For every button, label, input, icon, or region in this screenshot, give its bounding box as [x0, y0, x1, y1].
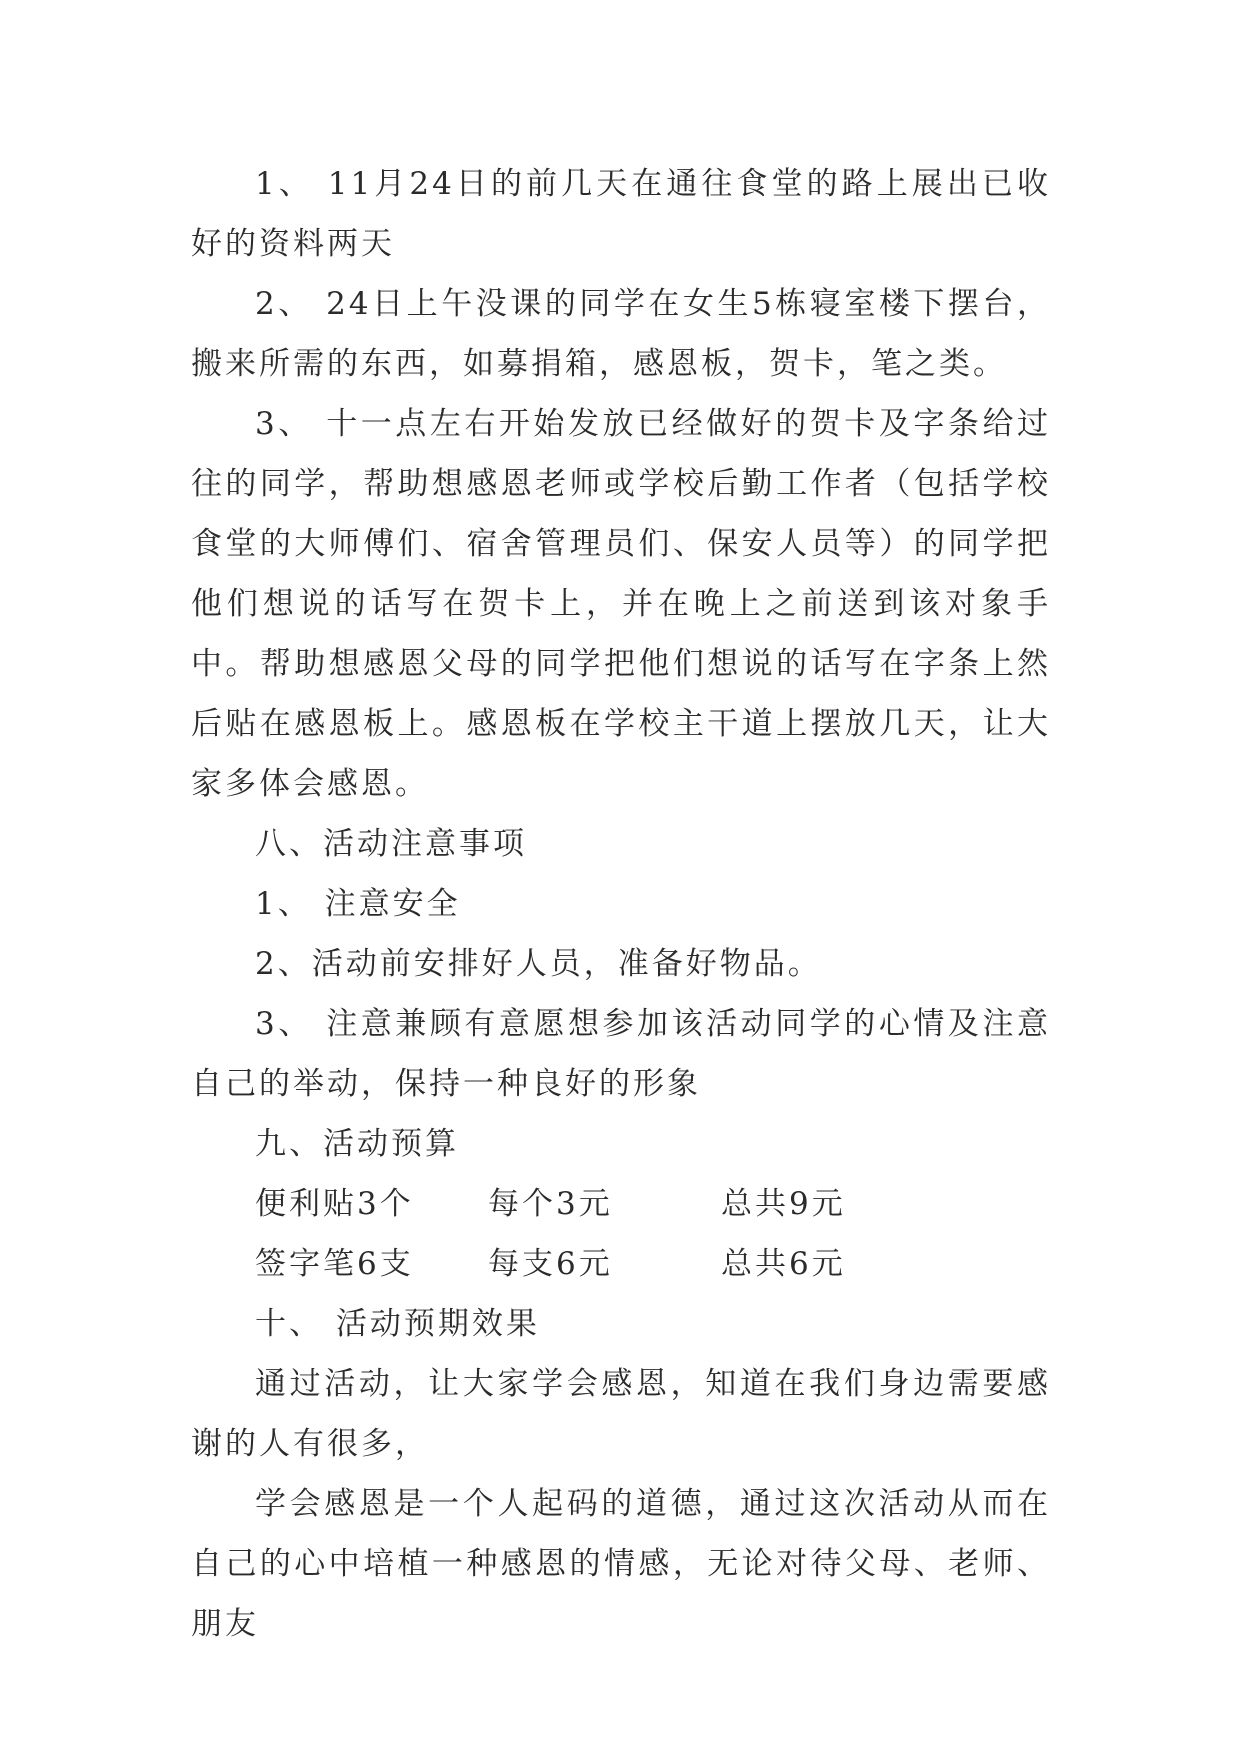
- paragraph-effect-1: 通过活动，让大家学会感恩，知道在我们身边需要感谢的人有很多，: [191, 1366, 1051, 1462]
- budget-item: 签字笔6支: [255, 1246, 414, 1282]
- section-heading-budget: 九、活动预算: [255, 1126, 459, 1162]
- section-heading-expected-effect: 十、 活动预期效果: [255, 1306, 540, 1342]
- budget-row: [191, 1234, 1051, 1294]
- budget-total: 总共9元: [721, 1186, 846, 1222]
- note-item-1: 1、 注意安全: [255, 886, 461, 922]
- budget-unit-price: 每支6元: [488, 1246, 613, 1282]
- paragraph-effect-2: 学会感恩是一个人起码的道德，通过这次活动从而在自己的心中培植一种感恩的情感，无论对待父母、老师、朋友: [191, 1486, 1051, 1642]
- section-heading-notes: 八、活动注意事项: [255, 826, 527, 862]
- budget-unit-price: 每个3元: [488, 1186, 613, 1222]
- paragraph-step-1: 1、 11月24日的前几天在通往食堂的路上展出已收好的资料两天: [191, 166, 1051, 262]
- budget-row: [191, 1174, 1051, 1234]
- document-body: [191, 154, 1051, 1654]
- paragraph-step-3: 3、 十一点左右开始发放已经做好的贺卡及字条给过往的同学，帮助想感恩老师或学校后勤工作者（包括学校食堂的大师傅们、宿舍管理员们、保安人员等）的同学把他们想说的话写在贺卡上，并在晚上之前送到该对象手中。帮助想感恩父母的同学把他们想说的话写在字条上然后贴在感恩板上。感恩板在学校主干道上摆放几天，让大家多体会感恩。: [191, 406, 1051, 802]
- budget-item: 便利贴3个: [255, 1186, 414, 1222]
- note-item-3: 3、 注意兼顾有意愿想参加该活动同学的心情及注意自己的举动，保持一种良好的形象: [191, 1006, 1051, 1102]
- paragraph-step-2: 2、 24日上午没课的同学在女生5栋寝室楼下摆台，搬来所需的东西，如募捐箱，感恩板，贺卡，笔之类。: [191, 286, 1051, 382]
- note-item-2: 2、活动前安排好人员，准备好物品。: [255, 946, 822, 982]
- budget-total: 总共6元: [721, 1246, 846, 1282]
